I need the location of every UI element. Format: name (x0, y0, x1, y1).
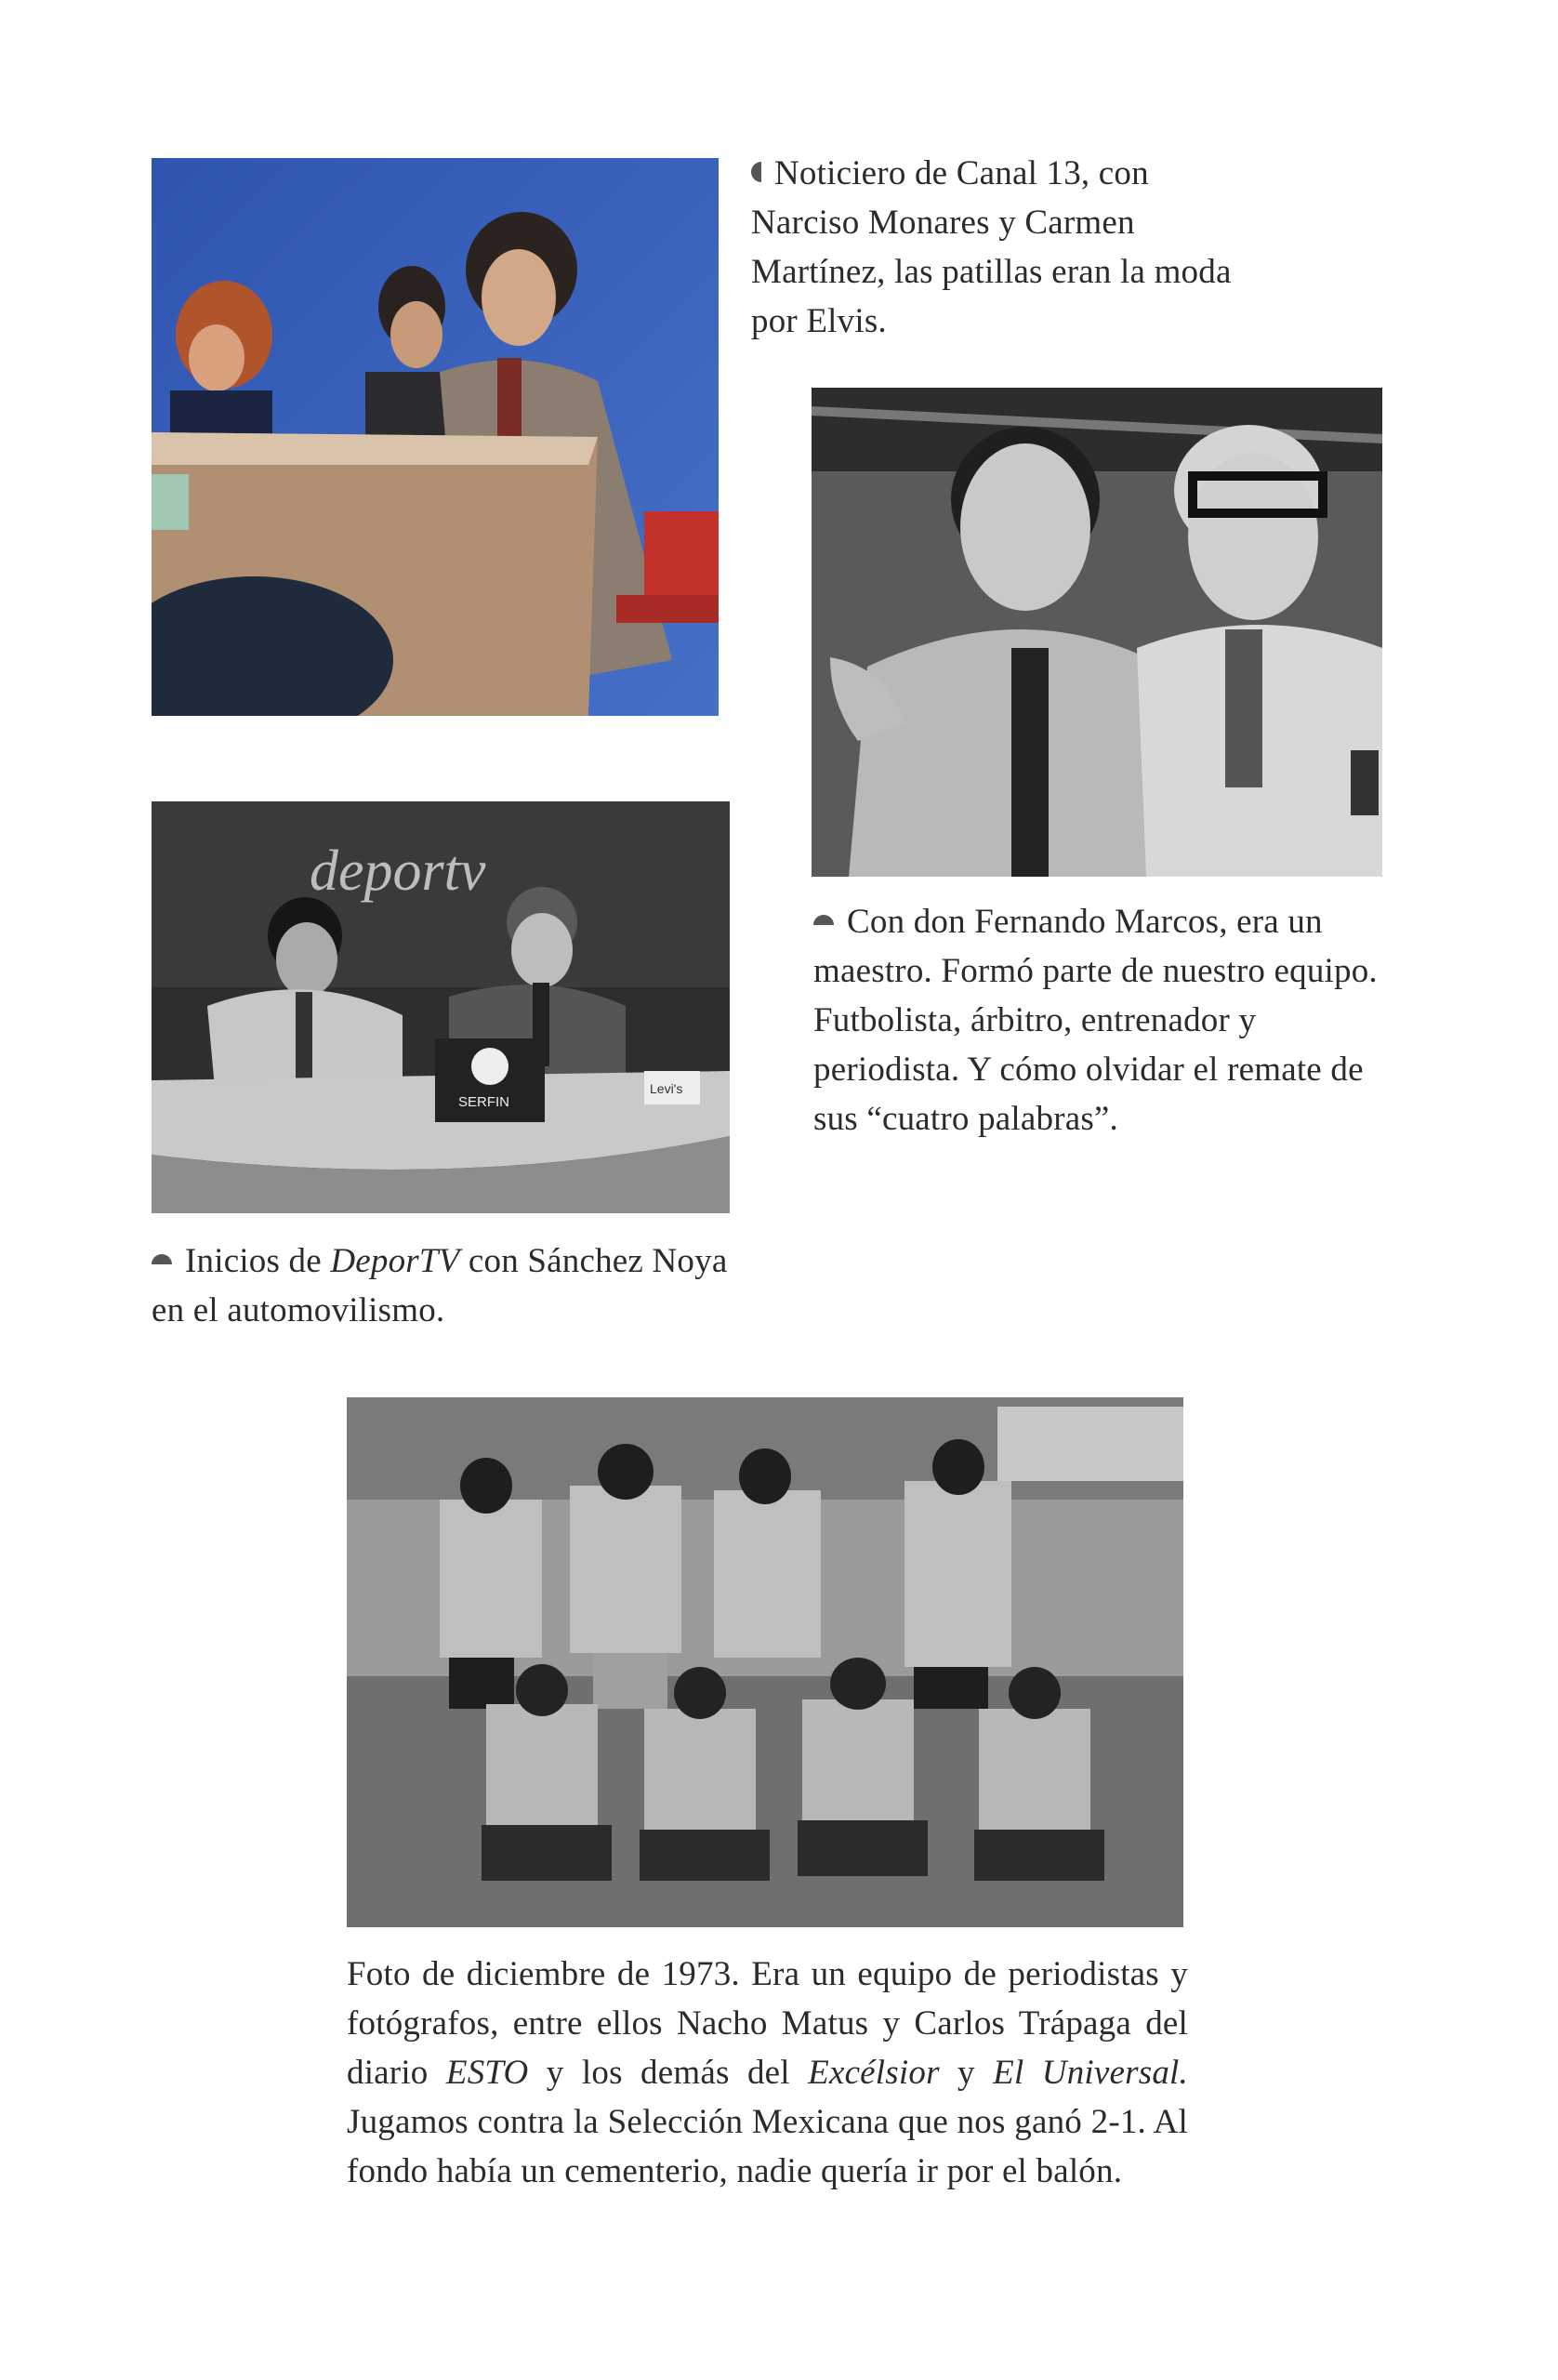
caption-equipo-text-2: y los demás del (528, 2054, 809, 2092)
levis-sign-text: Levi's (650, 1081, 683, 1096)
caption-equipo-1973 (347, 1950, 1188, 2196)
caption-deportv-post: con Sánchez Noya en el automovilismo. (152, 1242, 728, 1329)
caption-bullet-icon (751, 162, 761, 182)
caption-bullet-icon (152, 1254, 172, 1264)
photo-fernando-marcos (812, 388, 1382, 877)
caption-fernando-marcos (813, 897, 1380, 1144)
photo-deportv-studio (152, 801, 730, 1213)
caption-deportv (152, 1236, 737, 1335)
caption-noticiero-text: Noticiero de Canal 13, con Narciso Monares y Carmen Martínez, las patillas eran la moda por Elvis. (751, 154, 1232, 340)
caption-bullet-icon (813, 915, 834, 925)
caption-noticiero (751, 149, 1235, 346)
caption-equipo-text-3: y (939, 2054, 994, 2092)
caption-equipo-universal: El Universal. (993, 2054, 1188, 2092)
caption-fernando-text: Con don Fernando Marcos, era un maestro. Formó parte de nuestro equipo. Futbolista, árbitro, entrenador y periodista. Y cómo olvidar el remate de sus “cuatro palabras”. (813, 903, 1378, 1138)
caption-deportv-title: DeporTV (330, 1242, 460, 1280)
caption-equipo-text-4: Jugamos contra la Selección Mexicana que nos ganó 2-1. Al fondo había un cementerio, nadie quería ir por el balón. (347, 2103, 1188, 2190)
serfin-sign-text: SERFIN (458, 1094, 510, 1110)
caption-equipo-text-1: Foto de diciembre de 1973. Era un equipo de periodistas y fotógrafos, entre ellos Nacho Matus y Carlos Trápaga del diario (347, 1955, 1188, 2092)
caption-deportv-pre: Inicios de (185, 1242, 331, 1280)
photo-noticiero-canal-13 (152, 158, 719, 716)
caption-equipo-esto: ESTO (445, 2054, 529, 2092)
caption-equipo-excelsior: Excélsior (808, 2054, 940, 2092)
deportv-logo-text: deportv (310, 840, 486, 903)
photo-equipo-1973 (347, 1397, 1183, 1927)
